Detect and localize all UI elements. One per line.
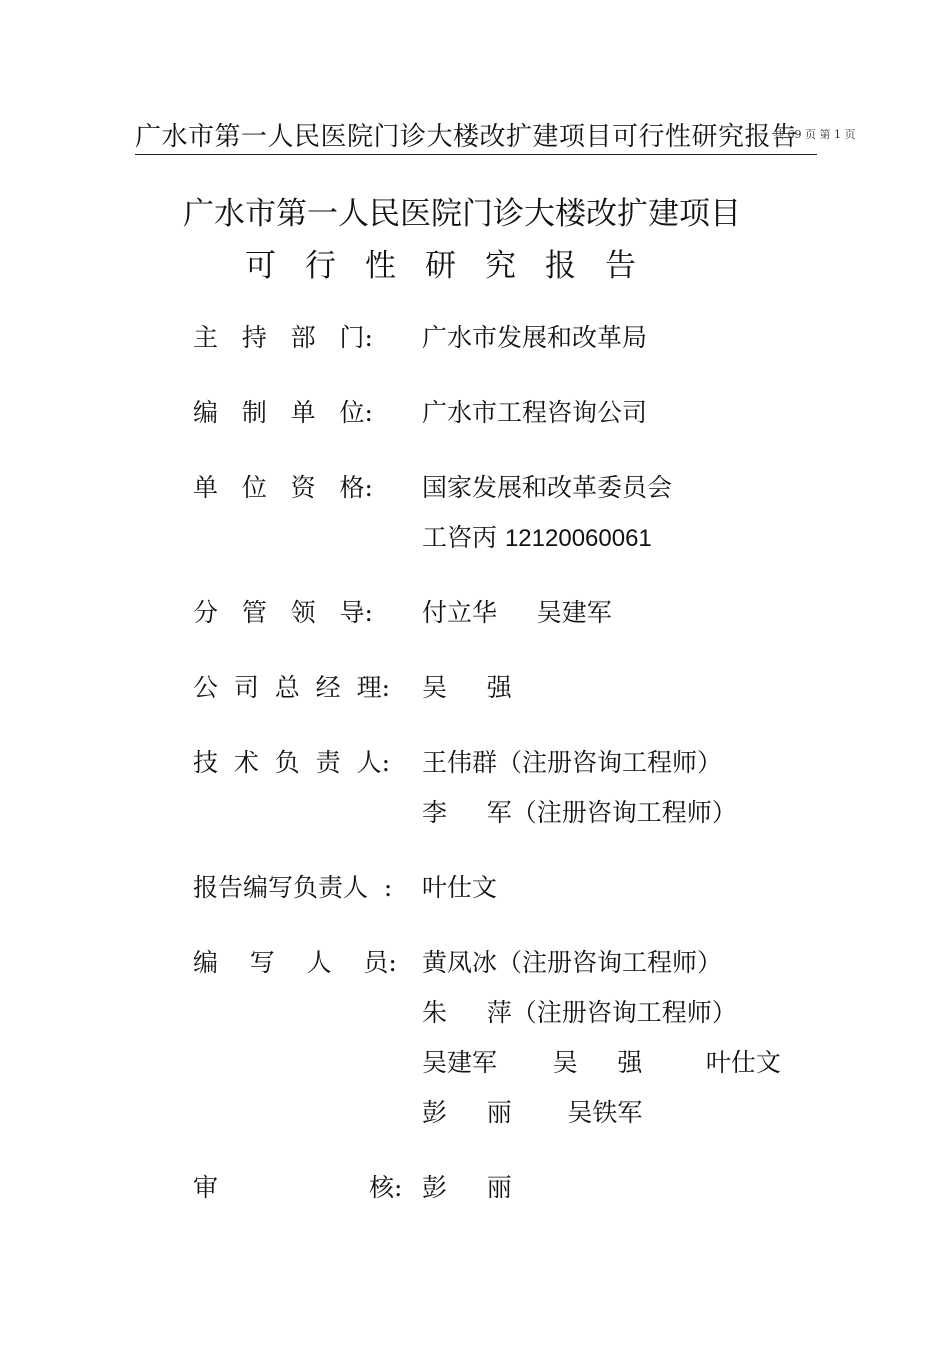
technical-label: 技 术 负 责 人: [193,748,390,777]
writers-value-1: 黄凤冰（注册咨询工程师） [422,948,723,977]
report-lead-value: 叶仕文 [422,873,498,902]
document-title-line1: 广水市第一人民医院门诊大楼改扩建项目 [183,196,741,232]
technical-value-1: 王伟群（注册咨询工程师） [422,748,723,777]
writers-value-2: 朱 萍（注册咨询工程师） [422,998,737,1027]
host-dept-label: 主 持 部 门: [193,323,373,352]
page-header [135,116,856,156]
general-manager-label: 公 司 总 经 理: [193,673,390,702]
general-manager-value: 吴 强 [422,673,512,702]
certificate-prefix: 工咨丙 [422,523,505,552]
review-label: 审 核: [193,1173,403,1202]
compiler-value: 广水市工程咨询公司 [422,398,648,427]
certificate-number: 12120060061 [504,525,652,552]
writers-value-3: 吴建军 吴 强 叶仕文 [422,1048,781,1077]
header-title: 广水市第一人民医院门诊大楼改扩建项目可行性研究报告 [135,122,798,152]
leaders-value: 付立华 吴建军 [422,598,612,627]
report-lead-label: 报告编写负责人 : [193,873,393,902]
review-value: 彭 丽 [422,1173,512,1202]
header-rule [135,154,817,155]
qualification-label: 单 位 资 格: [193,473,373,502]
leaders-label: 分 管 领 导: [193,598,373,627]
compiler-label: 编 制 单 位: [193,398,373,427]
document-title-line2: 可行性研究报告 [245,248,665,284]
qualification-value: 国家发展和改革委员会 [422,473,673,502]
qualification-certificate [422,518,652,554]
technical-value-2: 李 军（注册咨询工程师） [422,798,737,827]
page-number: 共 69 页 第 1 页 [773,128,856,141]
writers-value-4: 彭 丽 吴铁军 [422,1098,643,1127]
writers-label: 编 写 人 员: [193,948,397,977]
host-dept-value: 广水市发展和改革局 [422,323,648,352]
